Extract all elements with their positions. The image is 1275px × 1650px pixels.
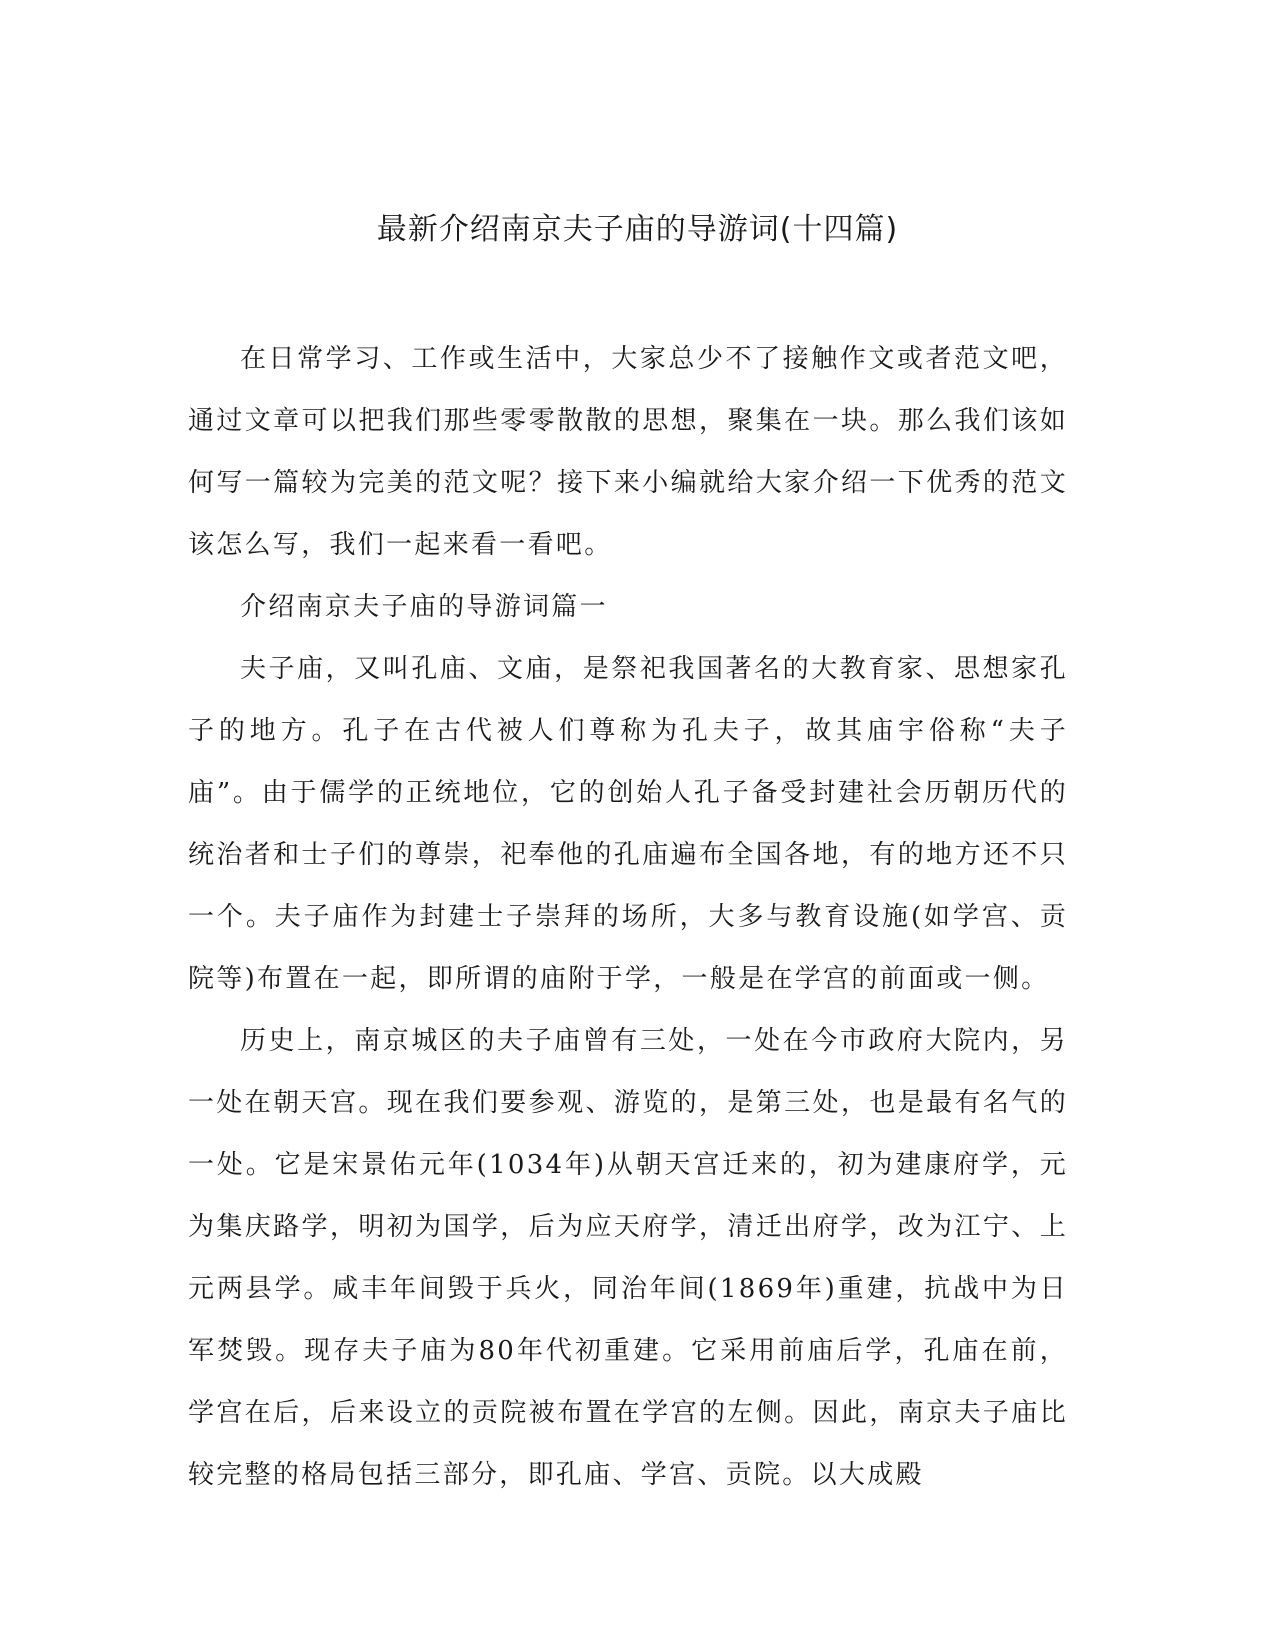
section-heading: 介绍南京夫子庙的导游词篇一: [240, 592, 608, 622]
body-paragraph: 历史上，南京城区的夫子庙曾有三处，一处在今市政府大院内，另一处在朝天宫。现在我们要参观、游览的，是第三处，也是最有名气的一处。它是宋景佑元年(1034年)从朝天宫迁来的，初为建康府学，元为集庆路学，明初为国学，后为应天府学，清迁出府学，改为江宁、上元两县学。咸丰年间毁于兵火，同治年间(1869年)重建，抗战中为日军焚毁。现存夫子庙为80年代初重建。它采用前庙后学，孔庙在前，学宫在后，后来设立的贡院被布置在学宫的左侧。因此，南京夫子庙比较完整的格局包括三部分，即孔庙、学宫、贡院。以大成殿: [188, 1026, 1068, 1490]
document-body: [188, 328, 1068, 1506]
intro-paragraph: 在日常学习、工作或生活中，大家总少不了接触作文或者范文吧，通过文章可以把我们那些零零散散的思想，聚集在一块。那么我们该如何写一篇较为完美的范文呢？接下来小编就给大家介绍一下优秀的范文该怎么写，我们一起来看一看吧。: [188, 344, 1068, 560]
document-title: 最新介绍南京夫子庙的导游词(十四篇): [376, 212, 899, 247]
body-paragraph: 夫子庙，又叫孔庙、文庙，是祭祀我国著名的大教育家、思想家孔子的地方。孔子在古代被人们尊称为孔夫子，故其庙宇俗称“夫子庙”。由于儒学的正统地位，它的创始人孔子备受封建社会历朝历代的统治者和士子们的尊崇，祀奉他的孔庙遍布全国各地，有的地方还不只一个。夫子庙作为封建士子崇拜的场所，大多与教育设施(如学宫、贡院等)布置在一起，即所谓的庙附于学，一般是在学宫的前面或一侧。: [188, 654, 1068, 994]
